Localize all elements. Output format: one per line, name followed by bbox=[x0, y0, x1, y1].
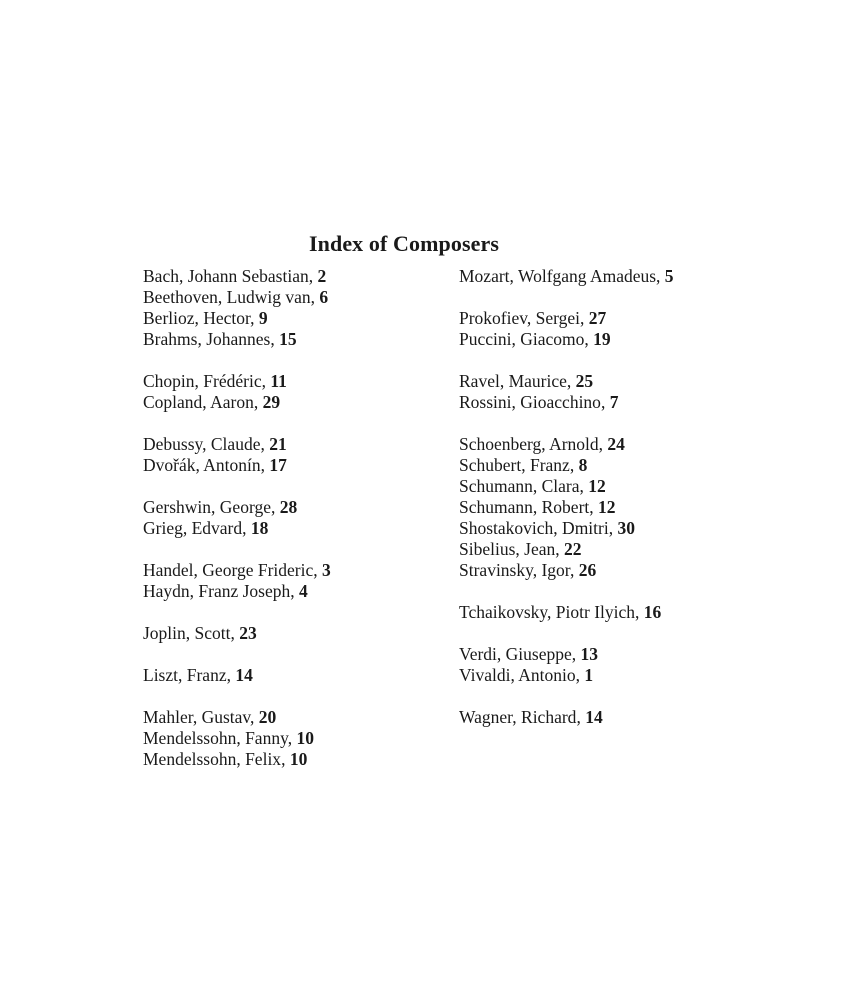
page-number: 10 bbox=[296, 728, 314, 748]
index-entry bbox=[459, 434, 674, 455]
entry-separator: , bbox=[253, 392, 263, 412]
composer-name: Mozart, Wolfgang Amadeus bbox=[459, 266, 657, 286]
index-group bbox=[459, 707, 674, 728]
entry-separator: , bbox=[555, 539, 564, 559]
index-entry bbox=[143, 560, 331, 581]
index-entry bbox=[459, 476, 674, 497]
index-entry bbox=[143, 497, 331, 518]
composer-name: Berlioz, Hector bbox=[143, 308, 251, 328]
entry-separator: , bbox=[656, 266, 665, 286]
page-number: 14 bbox=[235, 665, 253, 685]
page-number: 12 bbox=[588, 476, 606, 496]
page-number: 3 bbox=[322, 560, 331, 580]
index-entry bbox=[459, 392, 674, 413]
index-entry bbox=[143, 581, 331, 602]
index-entry bbox=[143, 392, 331, 413]
entry-separator: , bbox=[242, 518, 251, 538]
composer-name: Tchaikovsky, Piotr Ilyich bbox=[459, 602, 636, 622]
index-group bbox=[143, 434, 331, 476]
index-group bbox=[143, 623, 331, 644]
composer-name: Mahler, Gustav bbox=[143, 707, 251, 727]
entry-separator: , bbox=[270, 497, 280, 517]
index-entry bbox=[143, 308, 331, 329]
page-number: 6 bbox=[319, 287, 329, 307]
composer-name: Prokofiev, Sergei bbox=[459, 308, 581, 328]
index-entry bbox=[459, 665, 674, 686]
index-entry bbox=[459, 329, 674, 350]
index-entry bbox=[143, 329, 331, 350]
page-number: 12 bbox=[598, 497, 616, 517]
entry-separator: , bbox=[313, 560, 322, 580]
composer-name: Bach, Johann Sebastian bbox=[143, 266, 309, 286]
index-group bbox=[143, 707, 331, 770]
index-entry bbox=[143, 518, 331, 539]
composer-name: Grieg, Edvard bbox=[143, 518, 243, 538]
composer-name: Mendelssohn, Fanny bbox=[143, 728, 288, 748]
entry-separator: , bbox=[598, 434, 608, 454]
composer-name: Haydn, Franz Joseph bbox=[143, 581, 291, 601]
index-entry bbox=[143, 266, 331, 287]
entry-separator: , bbox=[230, 623, 240, 643]
composer-name: Rossini, Gioacchino bbox=[459, 392, 601, 412]
composer-name: Stravinsky, Igor bbox=[459, 560, 570, 580]
index-entry bbox=[143, 287, 331, 308]
composer-name: Chopin, Frédéric bbox=[143, 371, 262, 391]
composer-name: Gershwin, George bbox=[143, 497, 271, 517]
page-number: 14 bbox=[585, 707, 603, 727]
entry-separator: , bbox=[261, 371, 271, 391]
composer-name: Dvořák, Antonín bbox=[143, 455, 261, 475]
page-number: 13 bbox=[580, 644, 599, 664]
entry-separator: , bbox=[579, 476, 589, 496]
page-title: Index of Composers bbox=[308, 230, 500, 256]
index-group bbox=[459, 644, 674, 686]
composer-name: Schubert, Franz bbox=[459, 455, 570, 475]
page-number: 30 bbox=[617, 518, 635, 538]
entry-separator: , bbox=[308, 266, 318, 286]
composer-name: Sibelius, Jean bbox=[459, 539, 556, 559]
entry-separator: , bbox=[589, 497, 599, 517]
index-entry bbox=[143, 371, 331, 392]
page-number: 16 bbox=[643, 602, 662, 622]
page-number: 1 bbox=[584, 665, 594, 685]
entry-separator: , bbox=[608, 518, 618, 538]
entry-separator: , bbox=[290, 581, 300, 601]
entry-separator: , bbox=[260, 434, 270, 454]
composer-name: Ravel, Maurice bbox=[459, 371, 567, 391]
entry-separator: , bbox=[569, 560, 579, 580]
page-number: 24 bbox=[607, 434, 625, 454]
page-number: 21 bbox=[269, 434, 287, 454]
index-entry bbox=[459, 266, 674, 287]
index-group bbox=[143, 371, 331, 413]
composer-name: Schumann, Clara bbox=[459, 476, 580, 496]
index-group bbox=[459, 308, 674, 350]
page-number: 22 bbox=[564, 539, 582, 559]
composer-name: Copland, Aaron bbox=[143, 392, 254, 412]
page-number: 4 bbox=[299, 581, 308, 601]
index-entry bbox=[459, 518, 674, 539]
index-group bbox=[143, 560, 331, 602]
index-column-right bbox=[459, 266, 674, 728]
index-entry bbox=[143, 728, 331, 749]
composer-name: Wagner, Richard bbox=[459, 707, 577, 727]
page-number: 9 bbox=[258, 308, 268, 328]
entry-separator: , bbox=[260, 455, 270, 475]
composer-name: Shostakovich, Dmitri bbox=[459, 518, 609, 538]
index-entry bbox=[143, 707, 331, 728]
page-number: 17 bbox=[269, 455, 287, 475]
index-group bbox=[459, 602, 674, 623]
page-number: 27 bbox=[588, 308, 607, 328]
composer-name: Schumann, Robert bbox=[459, 497, 590, 517]
composer-name: Verdi, Giuseppe bbox=[459, 644, 572, 664]
index-entry bbox=[459, 539, 674, 560]
entry-separator: , bbox=[287, 728, 297, 748]
index-group bbox=[143, 665, 331, 686]
composer-name: Schoenberg, Arnold bbox=[459, 434, 599, 454]
index-group bbox=[459, 266, 674, 287]
entry-separator: , bbox=[584, 329, 594, 349]
entry-separator: , bbox=[566, 371, 576, 391]
composer-name: Brahms, Johannes bbox=[143, 329, 271, 349]
entry-separator: , bbox=[580, 308, 589, 328]
page-number: 19 bbox=[593, 329, 611, 349]
composer-name: Mendelssohn, Felix bbox=[143, 749, 282, 769]
index-entry bbox=[459, 707, 674, 728]
entry-separator: , bbox=[569, 455, 579, 475]
composer-name: Handel, George Frideric bbox=[143, 560, 314, 580]
entry-separator: , bbox=[635, 602, 644, 622]
composer-name: Debussy, Claude bbox=[143, 434, 261, 454]
composer-name: Vivaldi, Antonio bbox=[459, 665, 576, 685]
index-entry bbox=[143, 434, 331, 455]
composer-name: Liszt, Franz bbox=[143, 665, 227, 685]
page-number: 2 bbox=[317, 266, 327, 286]
page-number: 29 bbox=[262, 392, 281, 412]
index-group bbox=[459, 434, 674, 581]
index-entry bbox=[459, 497, 674, 518]
index-entry bbox=[143, 749, 331, 770]
composer-name: Joplin, Scott bbox=[143, 623, 231, 643]
entry-separator: , bbox=[575, 665, 585, 685]
index-group bbox=[459, 371, 674, 413]
composer-name: Beethoven, Ludwig van bbox=[143, 287, 311, 307]
index-entry bbox=[459, 644, 674, 665]
index-entry bbox=[143, 665, 331, 686]
page-number: 7 bbox=[609, 392, 619, 412]
index-entry bbox=[143, 623, 331, 644]
page-number: 20 bbox=[258, 707, 277, 727]
index-group bbox=[143, 497, 331, 539]
index-entry bbox=[459, 371, 674, 392]
entry-separator: , bbox=[571, 644, 581, 664]
entry-separator: , bbox=[600, 392, 610, 412]
entry-separator: , bbox=[310, 287, 320, 307]
page-number: 25 bbox=[575, 371, 594, 391]
index-entry bbox=[459, 308, 674, 329]
entry-separator: , bbox=[270, 329, 280, 349]
entry-separator: , bbox=[576, 707, 586, 727]
entry-separator: , bbox=[281, 749, 290, 769]
page-number: 18 bbox=[250, 518, 269, 538]
page-number: 26 bbox=[578, 560, 597, 580]
page-number: 28 bbox=[279, 497, 298, 517]
entry-separator: , bbox=[250, 707, 259, 727]
page-number: 10 bbox=[289, 749, 308, 769]
index-column-left bbox=[143, 266, 331, 770]
page-number: 5 bbox=[664, 266, 674, 286]
page-number: 23 bbox=[239, 623, 257, 643]
entry-separator: , bbox=[250, 308, 259, 328]
entry-separator: , bbox=[226, 665, 236, 685]
index-entry bbox=[459, 602, 674, 623]
index-entry bbox=[459, 560, 674, 581]
index-group bbox=[143, 266, 331, 350]
page-number: 11 bbox=[270, 371, 287, 391]
index-entry bbox=[459, 455, 674, 476]
page-number: 8 bbox=[578, 455, 588, 475]
page-number: 15 bbox=[279, 329, 297, 349]
composer-name: Puccini, Giacomo bbox=[459, 329, 585, 349]
index-entry bbox=[143, 455, 331, 476]
